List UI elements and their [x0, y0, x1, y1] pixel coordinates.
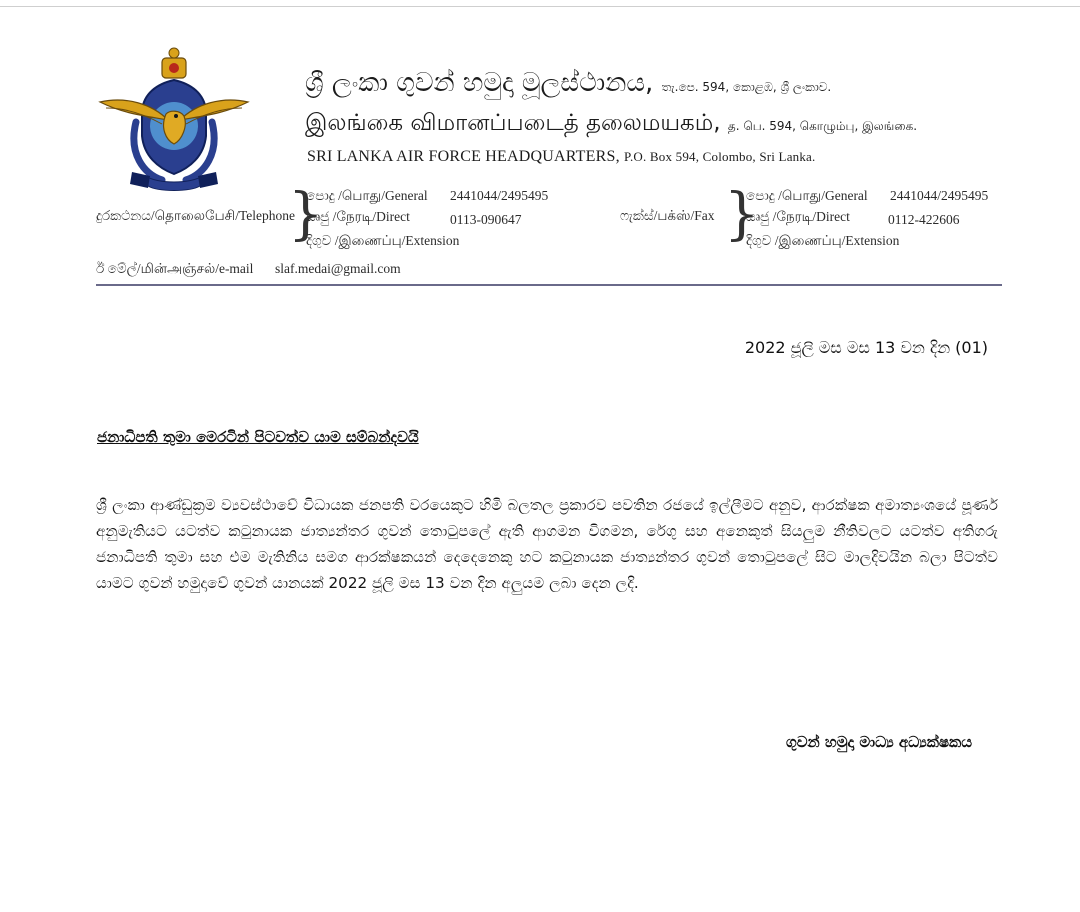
letter-signature: ගුවන් හමුදා මාධ්‍ය අධ්‍යක්ෂකය	[785, 733, 972, 751]
org-address-si: තැ.පෙ. 594, කොළඹ, ශ්‍රී ලංකාව.	[661, 80, 832, 94]
org-name-english	[307, 148, 815, 166]
crown-icon	[162, 48, 186, 78]
org-address-ta: த. பெ. 594, கொழும்பு, இலங்கை.	[727, 119, 918, 133]
letter-subject: ජනාධිපති තුමා මෙරටින් පිටවත්ව යාම සම්බන්දවයි	[97, 428, 419, 446]
header-divider	[96, 284, 1002, 286]
org-name-si-text: ශ්‍රී ලංකා ගුවන් හමුදා මූලස්ථානය,	[305, 68, 654, 98]
tel-general-number: 2441044/2495495	[450, 188, 549, 203]
fax-general-label: පොදු /பொது/General	[746, 188, 868, 203]
org-name-ta-text: இலங்கை விமானப்படைத் தலைமயகம்,	[305, 110, 721, 136]
tel-direct-label: සෘජු /நேரடி/Direct	[306, 209, 410, 224]
letter-body: ශ්‍රී ලංකා ආණ්ඩුක්‍රම ව්‍යවස්ථාවේ විධායක ජනපති වරයෙකුට හිමි බලතල ප්‍රකාරව පවතින රජයේ ඉල්ලීමට අනුව, ආරක්ෂක අමාත්‍යංශයේ පූර්ණ අනුමැතියට යටත්ව කටුනායක ජාත්‍යන්තර ගුවන් තොටුපලේ ඇති ආගමන විගමන, රේගු සහ අනෙකුත් සියලුම නීතිවලට යටත්ව අතිගරු ජනාධිපති තුමා සහ එම මැතිනිය සමග ආරක්ෂකයන් දෙදෙනෙකු හට කටුනායක ජාත්‍යන්තර ගුවන් තොටුපලේ සිට මාලදිවයින බලා පිටත්ව යාමට ගුවන් හමුදාවේ ගුවන් යානයක් 2022 ජූලි මස 13 වන දින අලුයම ලබා දෙන ලදි.	[96, 496, 998, 592]
org-name-sinhala	[305, 68, 831, 99]
telephone-brace: }	[288, 182, 324, 247]
air-force-emblem-icon	[96, 44, 252, 194]
fax-general-number: 2441044/2495495	[890, 188, 989, 203]
fax-label: ෆැක්ස්/பக்ஸ்/Fax	[620, 208, 715, 223]
fax-direct-number: 0112-422606	[888, 212, 960, 227]
fax-extension-label: දිගුව /இணைப்பு/Extension	[746, 233, 900, 248]
org-name-en-text: SRI LANKA AIR FORCE HEADQUARTERS,	[307, 148, 620, 165]
telephone-label: දුරකථනය/தொலைபேசி/Telephone	[96, 208, 295, 223]
email-label: ඊ මේල්/மின்அஞ்சல்/e-mail	[96, 261, 254, 276]
email-address[interactable]: slaf.medai@gmail.com	[275, 261, 401, 276]
fax-brace: }	[724, 182, 760, 247]
tel-general-label: පොදු /பொது/General	[306, 188, 428, 203]
org-address-en: P.O. Box 594, Colombo, Sri Lanka.	[623, 149, 816, 164]
tel-direct-number: 0113-090647	[450, 212, 522, 227]
fax-direct-label: සෘජු /நேரடி/Direct	[746, 209, 850, 224]
letter-date: 2022 ජූලි මස මස 13 වන දින (01)	[744, 338, 988, 357]
tel-extension-label: දිගුව /இணைப்பு/Extension	[306, 233, 460, 248]
org-name-tamil	[305, 110, 917, 139]
top-border	[0, 6, 1080, 7]
